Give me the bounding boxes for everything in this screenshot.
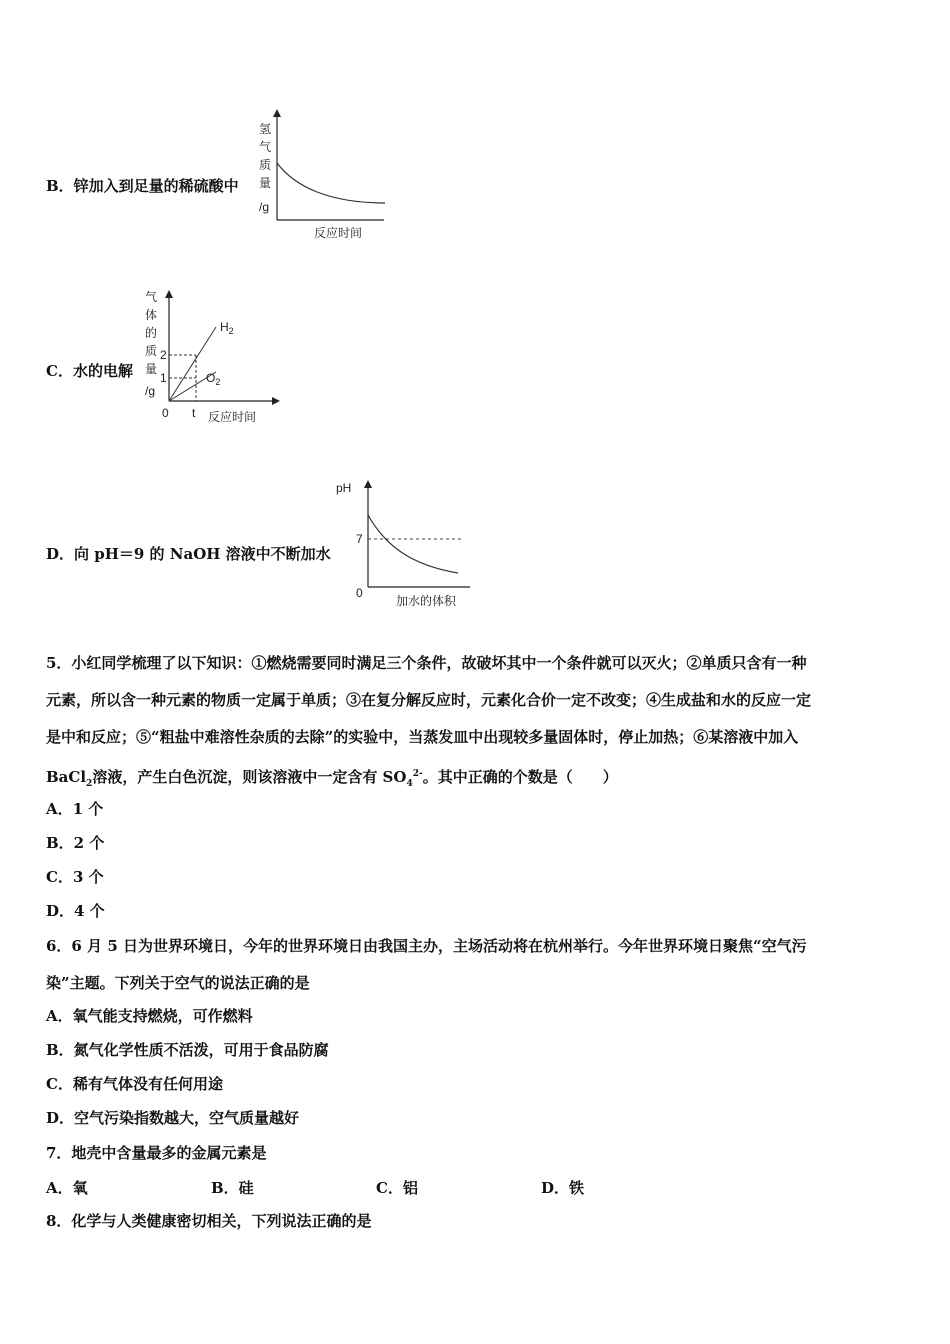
q5-line4-c: 。其中正确的个数是（ ） <box>422 768 618 786</box>
q5-line4-sup: 2- <box>412 769 423 779</box>
ylabel-char: 质 <box>259 158 272 172</box>
y-axis-arrow <box>165 290 173 298</box>
option-c-text: C．水的电解 <box>46 362 133 380</box>
ylabel-char: 的 <box>145 326 158 340</box>
q5-line3: 是中和反应；⑤“粗盐中难溶性杂质的去除”的实验中，当蒸发皿中出现较多量固体时，停止加热；⑥某溶液中加入 <box>46 728 799 746</box>
ylabel-char: 氢 <box>259 122 272 136</box>
q5-line4-b: 溶液，产生白色沉淀，则该溶液中一定含有 SO <box>92 768 407 786</box>
q5-line4-a: BaCl <box>46 768 87 786</box>
tick-7-label: 7 <box>356 532 363 546</box>
y-axis-label: pH <box>336 481 352 495</box>
q5-option-b: B．2 个 <box>46 834 105 852</box>
x-axis-label: 加水的体积 <box>396 594 457 608</box>
q5-option-d: D．4 个 <box>46 902 105 920</box>
ylabel-char: 量 <box>259 176 272 190</box>
ylabel-char: /g <box>259 200 270 214</box>
q7-option-b: B．硅 <box>211 1179 254 1197</box>
option-c-graph <box>138 285 288 430</box>
ylabel-char: /g <box>145 384 156 398</box>
h2-line <box>169 327 216 401</box>
y-axis-arrow <box>273 109 281 117</box>
x-axis-label: 反应时间 <box>208 410 257 424</box>
q6-option-c: C．稀有气体没有任何用途 <box>46 1075 223 1093</box>
x-axis-arrow <box>272 397 280 405</box>
mass-curve <box>277 163 385 203</box>
q5-line4-sub: 2 <box>86 779 93 789</box>
q6-line1: 6．6 月 5 日为世界环境日，今年的世界环境日由我国主办，主场活动将在杭州举行。今年世界环境日聚焦“空气污 <box>46 937 807 955</box>
q5-option-c: C．3 个 <box>46 868 104 886</box>
option-d-graph <box>330 475 480 615</box>
q5-line2: 元素，所以含一种元素的物质一定属于单质；③在复分解反应时，元素化合价一定不改变；④生成盐和水的反应一定 <box>46 691 812 709</box>
ylabel-char: 量 <box>145 362 158 376</box>
origin-label: 0 <box>356 586 363 600</box>
ph-curve <box>368 515 458 573</box>
option-d-text: D．向 pH＝9 的 NaOH 溶液中不断加水 <box>46 545 331 563</box>
q6-line2: 染”主题。下列关于空气的说法正确的是 <box>46 974 310 992</box>
ylabel-char: 气 <box>145 290 158 304</box>
q6-option-d: D．空气污染指数越大，空气质量越好 <box>46 1109 300 1127</box>
x-axis-label: 反应时间 <box>314 226 363 240</box>
q6-option-a: A．氧气能支持燃烧，可作燃料 <box>46 1007 253 1025</box>
q7-option-d: D．铁 <box>541 1179 585 1197</box>
ylabel-char: 体 <box>145 308 158 322</box>
q5-line4-sub2: 4 <box>406 779 413 789</box>
y-axis-arrow <box>364 480 372 488</box>
q5-line4 <box>46 764 618 794</box>
tick-1-label: 1 <box>160 371 167 385</box>
q7-option-c: C．铝 <box>376 1179 418 1197</box>
option-b-graph <box>250 105 395 245</box>
q5-option-a: A．1 个 <box>46 800 104 818</box>
q8-stem: 8．化学与人类健康密切相关，下列说法正确的是 <box>46 1212 372 1230</box>
q7-option-a: A．氧 <box>46 1179 88 1197</box>
q6-option-b: B．氮气化学性质不活泼，可用于食品防腐 <box>46 1041 329 1059</box>
ylabel-char: 质 <box>145 344 158 358</box>
tick-t-label: t <box>192 406 196 420</box>
q5-line1: 5．小红同学梳理了以下知识：①燃烧需要同时满足三个条件，故破坏其中一个条件就可以灭火；②单质只含有一种 <box>46 654 807 672</box>
q7-stem: 7．地壳中含量最多的金属元素是 <box>46 1144 267 1162</box>
o2-label: $O_2$ <box>206 371 221 387</box>
tick-2-label: 2 <box>160 348 167 362</box>
ylabel-char: 气 <box>259 140 272 154</box>
h2-label: $H_2$ <box>220 320 234 336</box>
origin-label: 0 <box>162 406 169 420</box>
option-b-text: B．锌加入到足量的稀硫酸中 <box>46 177 239 195</box>
